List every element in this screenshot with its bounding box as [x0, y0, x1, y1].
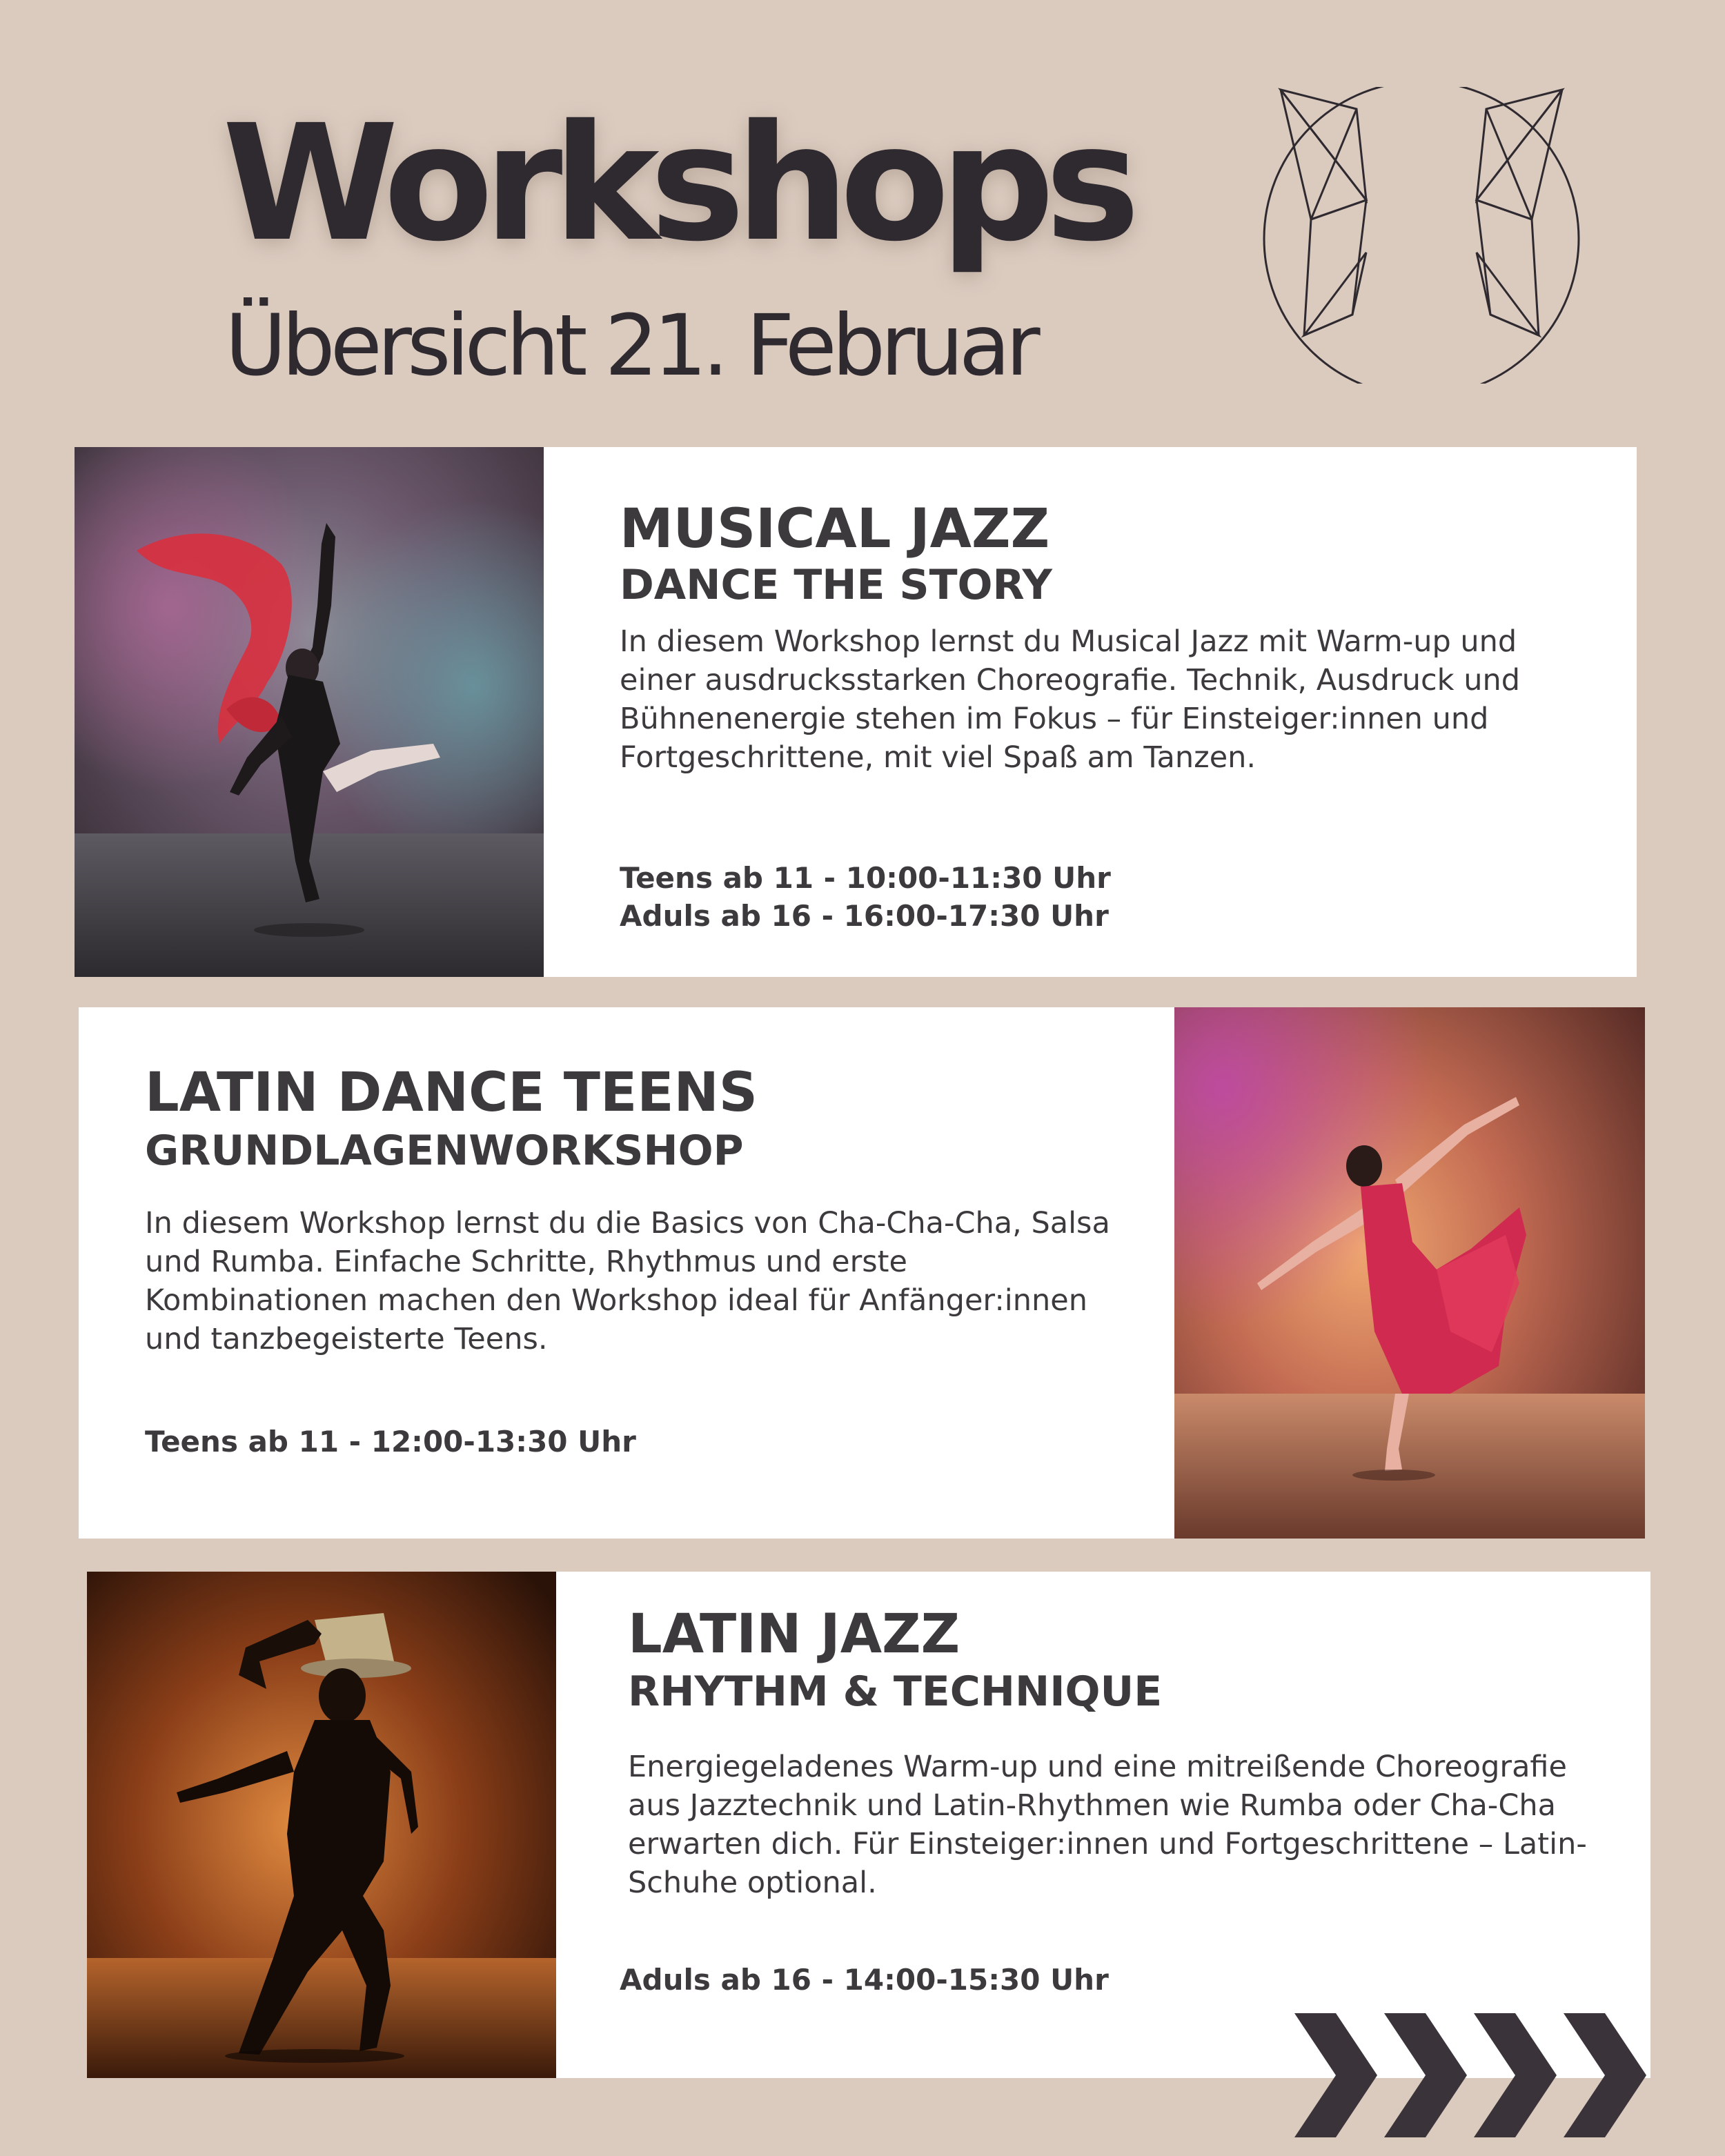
workshop-description: In diesem Workshop lernst du Musical Jazz mit Warm-up und einer ausdrucksstarken Choreografie. Technik, Ausdruck und Bühnenenergie stehen im Fokus – für Einsteiger:innen und Fortgeschrittene, mit viel Spaß am Tanzen. — [620, 624, 1521, 775]
dancer-in-red-dress-photo — [1174, 1007, 1645, 1539]
workshop-description: Energiegeladenes Warm-up und eine mitreißende Choreografie aus Jazztechnik und Latin-Rhythmen wie Rumba oder Cha-Cha erwarten dich. Für Einsteiger:innen und Fortgeschrittene – Latin- Schuhe optional. — [628, 1750, 1587, 1900]
dancer-with-hat-photo — [87, 1572, 556, 2078]
page-title: Workshops — [222, 90, 1131, 277]
workshop-description: In diesem Workshop lernst du die Basics von Cha-Cha-Cha, Salsa und Rumba. Einfache Schritte, Rhythmus und erste Kombinationen machen den Workshop ideal für Anfänger:innen und tanzbegeisterte Teens. — [145, 1206, 1110, 1356]
workshop-time: Teens ab 11 - 10:00-11:30 Uhr — [620, 861, 1111, 895]
workshop-subtitle: RHYTHM & TECHNIQUE — [628, 1668, 1163, 1716]
workshop-time: Teens ab 11 - 12:00-13:30 Uhr — [145, 1425, 636, 1458]
workshop-title: MUSICAL JAZZ — [620, 498, 1050, 560]
chevron-arrows-icon — [1294, 2013, 1653, 2144]
workshop-subtitle: GRUNDLAGENWORKSHOP — [145, 1127, 744, 1175]
workshop-title: LATIN JAZZ — [628, 1603, 960, 1665]
workshop-title: LATIN DANCE TEENS — [145, 1062, 758, 1124]
workshop-time: Aduls ab 16 - 16:00-17:30 Uhr — [620, 899, 1109, 933]
page-subtitle: Übersicht 21. Februar — [225, 297, 1036, 395]
dancer-with-red-scarf-photo — [75, 447, 544, 977]
workshop-subtitle: DANCE THE STORY — [620, 561, 1052, 609]
geometric-logo-icon — [1263, 87, 1580, 384]
workshop-time: Aduls ab 16 - 14:00-15:30 Uhr — [620, 1963, 1109, 1997]
